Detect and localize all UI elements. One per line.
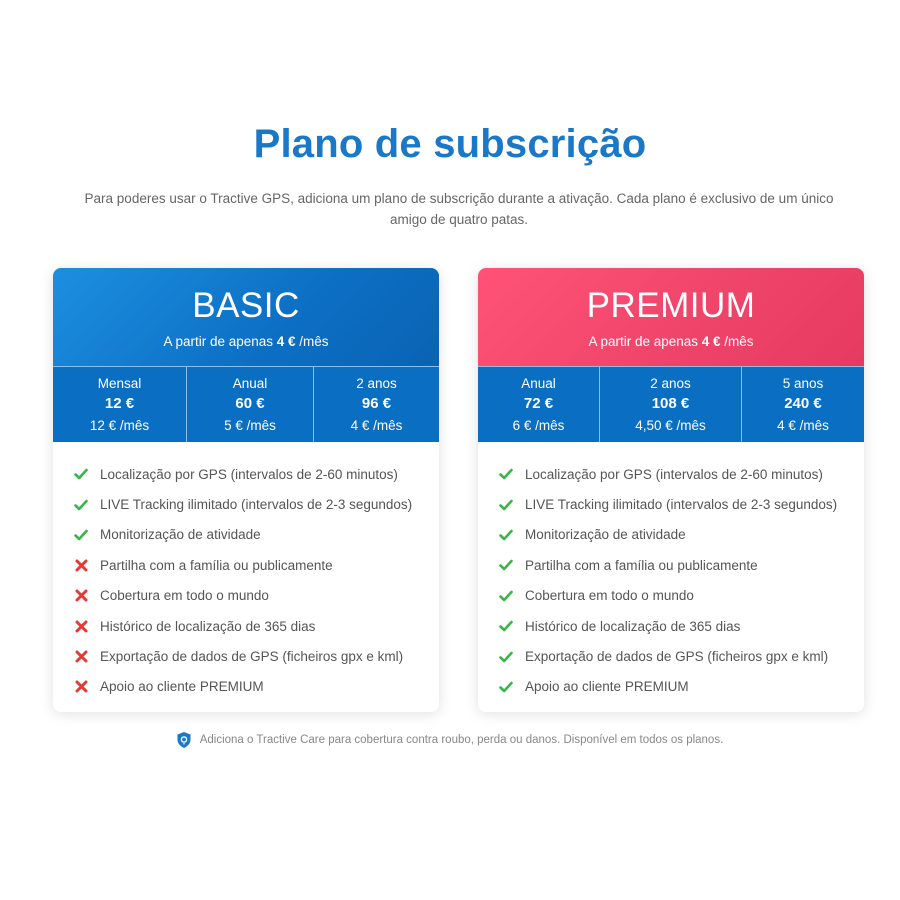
starting-price-suffix: /mês xyxy=(295,334,329,349)
period-label: Anual xyxy=(232,376,268,391)
feature-item xyxy=(498,672,864,702)
period-price: 60 € xyxy=(235,395,265,412)
feature-label: Histórico de localização de 365 dias xyxy=(525,618,741,634)
feature-label: Exportação de dados de GPS (ficheiros gpx e kml) xyxy=(525,649,829,665)
feature-label: Apoio ao cliente PREMIUM xyxy=(100,679,264,695)
check-icon xyxy=(498,679,514,695)
period-option[interactable] xyxy=(187,367,314,442)
period-price: 72 € xyxy=(523,395,554,412)
plan-periods xyxy=(478,366,864,442)
starting-price-value: 4 € xyxy=(276,334,296,349)
period-monthly-price: 4 € /mês xyxy=(777,418,829,433)
check-icon xyxy=(498,466,514,482)
period-option[interactable] xyxy=(742,367,864,442)
period-option[interactable] xyxy=(600,367,742,442)
check-icon xyxy=(498,588,514,604)
check-icon xyxy=(498,527,514,543)
page-intro: Para poderes usar o Tractive GPS, adiciona um plano de subscrição durante a ativação. Cada plano é exclusivo de um único amigo de quatro patas. xyxy=(84,191,834,227)
check-icon xyxy=(498,649,514,665)
starting-price-prefix: A partir de apenas xyxy=(163,334,277,349)
period-label: Mensal xyxy=(97,376,142,391)
plan-header xyxy=(53,268,439,366)
feature-list xyxy=(53,442,439,702)
period-label: 2 anos xyxy=(650,376,691,391)
period-monthly-price: 4 € /mês xyxy=(350,418,403,433)
period-option[interactable] xyxy=(314,367,439,442)
feature-label: Monitorização de atividade xyxy=(525,527,686,543)
feature-label: Monitorização de atividade xyxy=(100,527,261,543)
feature-item xyxy=(498,641,864,671)
cross-icon xyxy=(73,588,89,604)
cross-icon xyxy=(73,649,89,665)
feature-item xyxy=(73,581,439,611)
feature-item xyxy=(498,550,864,580)
feature-label: Cobertura em todo o mundo xyxy=(525,588,694,604)
feature-label: Localização por GPS (intervalos de 2-60 minutos) xyxy=(100,466,398,482)
period-monthly-price: 12 € /mês xyxy=(89,418,150,433)
cross-icon xyxy=(73,557,89,573)
period-price: 108 € xyxy=(651,395,690,412)
feature-item xyxy=(498,611,864,641)
feature-label: Cobertura em todo o mundo xyxy=(100,588,269,604)
starting-price-suffix: /mês xyxy=(720,334,754,349)
cross-icon xyxy=(73,679,89,695)
cross-icon xyxy=(73,618,89,634)
period-option[interactable] xyxy=(478,367,600,442)
page-title: Plano de subscrição xyxy=(253,122,647,166)
feature-item xyxy=(73,672,439,702)
feature-item xyxy=(73,489,439,519)
feature-list xyxy=(478,442,864,702)
feature-label: Partilha com a família ou publicamente xyxy=(100,557,333,573)
feature-item xyxy=(73,459,439,489)
feature-item xyxy=(498,459,864,489)
feature-item xyxy=(73,520,439,550)
check-icon xyxy=(498,618,514,634)
period-option[interactable] xyxy=(53,367,187,442)
feature-item xyxy=(73,641,439,671)
plan-header xyxy=(478,268,864,366)
plan-periods xyxy=(53,366,439,442)
plan-starting-price xyxy=(478,334,864,349)
tractive-care-note xyxy=(0,732,900,748)
feature-label: LIVE Tracking ilimitado (intervalos de 2-3 segundos) xyxy=(100,497,413,513)
starting-price-value: 4 € xyxy=(701,334,721,349)
feature-label: Localização por GPS (intervalos de 2-60 minutos) xyxy=(525,466,823,482)
feature-item xyxy=(73,550,439,580)
check-icon xyxy=(498,557,514,573)
feature-item xyxy=(498,520,864,550)
period-price: 240 € xyxy=(784,395,822,412)
plan-name: BASIC xyxy=(192,286,300,325)
feature-label: Histórico de localização de 365 dias xyxy=(100,618,316,634)
period-monthly-price: 5 € /mês xyxy=(224,418,276,433)
feature-item xyxy=(73,611,439,641)
feature-label: Exportação de dados de GPS (ficheiros gpx e kml) xyxy=(100,649,404,665)
period-price: 12 € xyxy=(104,395,135,412)
period-monthly-price: 6 € /mês xyxy=(512,418,565,433)
check-icon xyxy=(498,497,514,513)
plan-card-basic[interactable] xyxy=(53,268,439,712)
starting-price-prefix: A partir de apenas xyxy=(588,334,702,349)
feature-item xyxy=(498,489,864,519)
feature-label: Apoio ao cliente PREMIUM xyxy=(525,679,689,695)
period-monthly-price: 4,50 € /mês xyxy=(635,418,706,433)
shield-icon xyxy=(177,732,191,748)
feature-label: Partilha com a família ou publicamente xyxy=(525,557,758,573)
note-text: Adiciona o Tractive Care para cobertura contra roubo, perda ou danos. Disponível em todos os planos. xyxy=(199,734,724,746)
period-price: 96 € xyxy=(361,395,392,412)
check-icon xyxy=(73,497,89,513)
feature-label: LIVE Tracking ilimitado (intervalos de 2-3 segundos) xyxy=(525,497,838,513)
period-label: 2 anos xyxy=(356,376,397,391)
check-icon xyxy=(73,527,89,543)
plan-card-premium[interactable] xyxy=(478,268,864,712)
plan-name: PREMIUM xyxy=(586,286,756,325)
plan-starting-price xyxy=(53,334,439,349)
period-label: Anual xyxy=(521,376,556,391)
period-label: 5 anos xyxy=(782,376,824,391)
feature-item xyxy=(498,581,864,611)
check-icon xyxy=(73,466,89,482)
